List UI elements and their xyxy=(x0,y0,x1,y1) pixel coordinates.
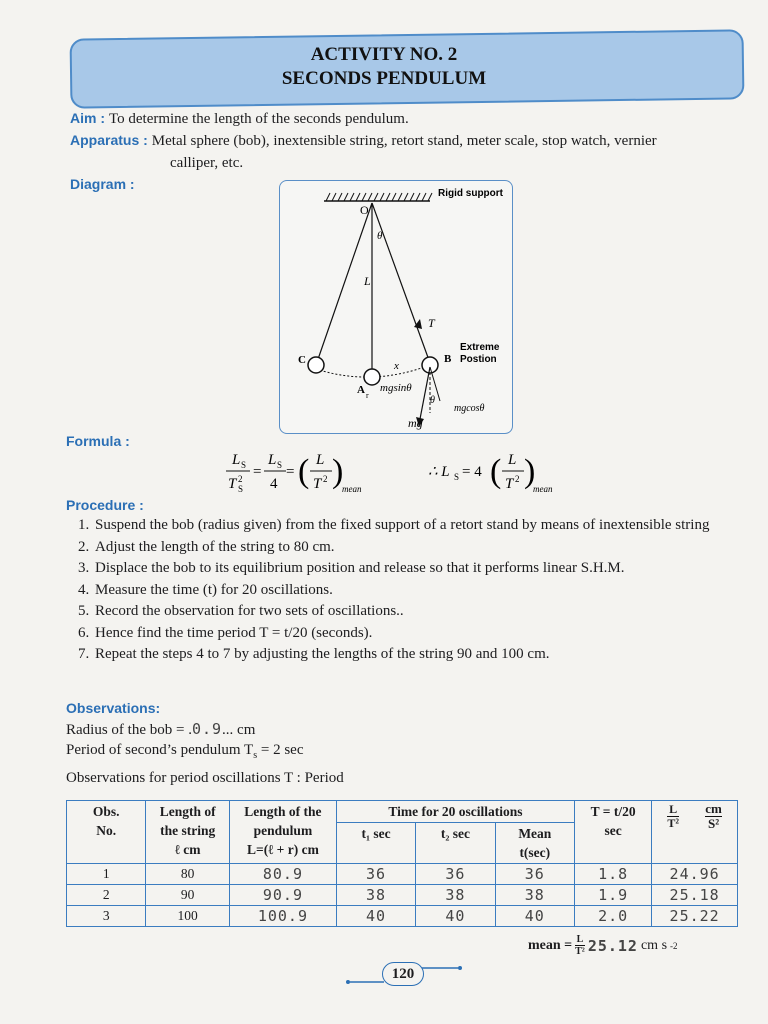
cell-t1: 40 xyxy=(336,906,415,927)
f2-sub: S xyxy=(454,472,460,482)
col-pendulum-length xyxy=(229,801,336,864)
cell-ratio: 25.22 xyxy=(652,906,738,927)
f1-Ts-sub: S xyxy=(238,484,244,494)
col-period-line1: T = t/20 xyxy=(590,804,636,819)
procedure-step: 5. Record the observation for two sets of oscillations.. xyxy=(93,601,768,623)
radius-prefix: Radius of the bob = . xyxy=(66,722,192,738)
cell-t2: 38 xyxy=(416,885,495,906)
bob-B xyxy=(422,357,438,373)
point-C-label: C xyxy=(298,354,306,366)
ratio-frac xyxy=(667,803,679,830)
table-caption: Observations for period oscillations T : Period xyxy=(66,770,344,786)
f1-Ls2-sub: S xyxy=(277,460,283,470)
aim-row xyxy=(70,110,409,128)
cell-no: 1 xyxy=(67,864,146,885)
cell-pendulum-length: 100.9 xyxy=(229,906,336,927)
unit-num: cm xyxy=(705,801,722,816)
f1-Ls-sub: S xyxy=(241,460,247,470)
procedure-step: 1. Suspend the bob (radius given) from the fixed support of a retort stand by means of inextensible string xyxy=(93,515,768,537)
bob-A xyxy=(364,369,380,385)
apparatus-text-line2: calliper, etc. xyxy=(170,155,244,171)
unit-den: S² xyxy=(707,816,720,831)
cell-period: 1.9 xyxy=(575,885,652,906)
formula-2 xyxy=(420,446,570,498)
cell-ratio: 24.96 xyxy=(652,864,738,885)
col-string-line2: the string xyxy=(160,823,216,838)
f2-T-exp: 2 xyxy=(515,474,520,484)
f2-therefore: ∴ L xyxy=(428,464,450,480)
col-obs xyxy=(67,801,146,864)
cell-period: 2.0 xyxy=(575,906,652,927)
mg-vector xyxy=(420,367,430,419)
cell-t1: 36 xyxy=(336,864,415,885)
cell-ratio: 25.18 xyxy=(652,885,738,906)
cell-string-length: 90 xyxy=(146,885,230,906)
col-pend-line3: L=(ℓ + r) cm xyxy=(247,842,319,857)
ornament-dot-right xyxy=(458,966,462,970)
col-mean-line2: t(sec) xyxy=(519,845,551,860)
activity-number: ACTIVITY NO. 2 xyxy=(310,44,458,65)
f2-eq: = 4 xyxy=(462,464,482,480)
radius-suffix: ... cm xyxy=(222,722,256,738)
procedure-step: 6. Hence find the time period T = t/20 (seconds). xyxy=(93,623,768,645)
procedure-step: 2. Adjust the length of the string to 80 cm. xyxy=(93,537,768,559)
theta2-label: θ xyxy=(430,395,435,406)
cell-period: 1.8 xyxy=(575,864,652,885)
apparatus-row xyxy=(70,132,657,150)
f1-L-num: L xyxy=(316,452,325,468)
f2-T-den: T xyxy=(505,476,514,492)
cell-mean: 40 xyxy=(495,906,574,927)
tension-T-label: T xyxy=(428,316,435,330)
radius-line xyxy=(66,720,255,739)
f1-eq2: = xyxy=(286,464,295,480)
ratio-num: L xyxy=(669,802,678,816)
col-t2: t₂ sec xyxy=(416,823,495,864)
f2-paren-open: ( xyxy=(490,453,502,490)
f1-four: 4 xyxy=(270,476,278,492)
col-ratio xyxy=(652,801,738,864)
cell-mean: 36 xyxy=(495,864,574,885)
col-mean xyxy=(495,823,574,864)
period-sub: s xyxy=(253,750,258,761)
point-O-label: O xyxy=(360,203,369,217)
col-period-line2: sec xyxy=(604,823,622,838)
cell-string-length: 100 xyxy=(146,906,230,927)
diagram-label: Diagram : xyxy=(70,176,135,192)
col-pend-line2: pendulum xyxy=(253,823,313,838)
ratio-den: T² xyxy=(667,816,679,830)
mean-line xyxy=(528,934,678,957)
cell-pendulum-length: 90.9 xyxy=(229,885,336,906)
period-line xyxy=(66,742,303,761)
f1-Ls-num: L xyxy=(232,452,241,468)
observation-table xyxy=(66,800,738,927)
aim-label: Aim : xyxy=(70,110,105,126)
table-row xyxy=(67,885,738,906)
procedure-label: Procedure : xyxy=(66,497,144,513)
col-ratio-frac xyxy=(654,802,735,831)
apparatus-label: Apparatus : xyxy=(70,132,148,148)
f1-Ts-exp: 2 xyxy=(238,474,243,484)
unit-frac xyxy=(705,802,722,831)
procedure-list xyxy=(66,515,768,666)
table-row xyxy=(67,864,738,885)
col-obs-line1: Obs. xyxy=(92,804,120,819)
rigid-support-label: Rigid support xyxy=(438,188,503,199)
table-header-row xyxy=(67,801,738,823)
procedure-step: 3. Displace the bob to its equilibrium position and release so that it performs linear S.H.M. xyxy=(93,558,768,580)
cell-t2: 40 xyxy=(416,906,495,927)
procedure-step: 4. Measure the time (t) for 20 oscillations. xyxy=(93,580,768,602)
mean-frac xyxy=(575,934,585,957)
table-row xyxy=(67,906,738,927)
mean-label: mean = xyxy=(528,937,573,953)
radius-value: 0.9 xyxy=(191,720,223,738)
mgsin-label: mgsinθ xyxy=(380,382,412,394)
col-time-group: Time for 20 oscillations xyxy=(336,801,574,823)
f1-T-exp: 2 xyxy=(323,474,328,484)
period-value: = 2 sec xyxy=(257,742,304,758)
cell-t1: 38 xyxy=(336,885,415,906)
col-mean-line1: Mean xyxy=(518,826,552,841)
col-string-line1: Length of xyxy=(159,804,216,819)
theta-label: θ xyxy=(377,230,383,242)
displacement-x-label: x xyxy=(394,360,399,372)
mean-unit-exp: -2 xyxy=(670,940,678,951)
position-label: Postion xyxy=(460,354,497,365)
observations-label: Observations: xyxy=(66,700,161,716)
ornament-dot-left xyxy=(346,980,350,984)
mg-label: mg xyxy=(408,416,423,430)
page-title: SECONDS PENDULUM xyxy=(281,68,487,89)
col-period xyxy=(575,801,652,864)
cell-no: 3 xyxy=(67,906,146,927)
point-A-label: A xyxy=(357,384,365,396)
f1-eq1: = xyxy=(253,464,262,480)
f1-T-den: T xyxy=(313,476,322,492)
f1-paren-close: ) xyxy=(332,453,344,490)
point-B-label: B xyxy=(444,353,452,365)
mgcos-label: mgcosθ xyxy=(454,403,485,414)
period-text: Period of second’s pendulum T xyxy=(66,742,254,758)
radius-r-label: r xyxy=(366,391,369,400)
mean-frac-den: T² xyxy=(575,946,585,957)
col-string-line3: ℓ cm xyxy=(174,842,201,857)
bob-C xyxy=(308,357,324,373)
length-L-label: L xyxy=(364,274,371,288)
col-t1: t₁ sec xyxy=(336,823,415,864)
cell-mean: 38 xyxy=(495,885,574,906)
procedure-step: 7. Repeat the steps 4 to 7 by adjusting the lengths of the string 90 and 100 cm. xyxy=(93,644,768,666)
cell-pendulum-length: 80.9 xyxy=(229,864,336,885)
string-to-B xyxy=(372,203,430,363)
col-pend-line1: Length of the xyxy=(244,804,322,819)
f1-Ts-den: T xyxy=(228,476,237,492)
f2-L-num: L xyxy=(508,452,517,468)
cell-t2: 36 xyxy=(416,864,495,885)
f1-Ls2-num: L xyxy=(268,452,277,468)
f1-mean-sub: mean xyxy=(342,484,362,494)
cell-no: 2 xyxy=(67,885,146,906)
page-number: 120 xyxy=(382,962,424,986)
pendulum-diagram-frame xyxy=(279,180,513,434)
pendulum-diagram xyxy=(280,181,512,433)
f1-paren-open: ( xyxy=(298,453,310,490)
rigid-support-hatch xyxy=(326,193,432,201)
f2-mean-sub: mean xyxy=(533,484,553,494)
f2-paren-close: ) xyxy=(524,453,536,490)
mean-value: 25.12 xyxy=(587,936,638,955)
col-obs-line2: No. xyxy=(96,823,117,838)
mean-unit: cm s xyxy=(640,937,668,953)
extreme-label: Extreme xyxy=(460,342,500,353)
aim-text: To determine the length of the seconds pendulum. xyxy=(109,111,409,127)
col-string-length xyxy=(146,801,230,864)
formula-1 xyxy=(220,446,380,498)
cell-string-length: 80 xyxy=(146,864,230,885)
mean-frac-num: L xyxy=(576,934,584,945)
apparatus-text-line1: Metal sphere (bob), inextensible string, retort stand, meter scale, stop watch, vernier xyxy=(151,133,657,149)
formula-label: Formula : xyxy=(66,433,130,449)
